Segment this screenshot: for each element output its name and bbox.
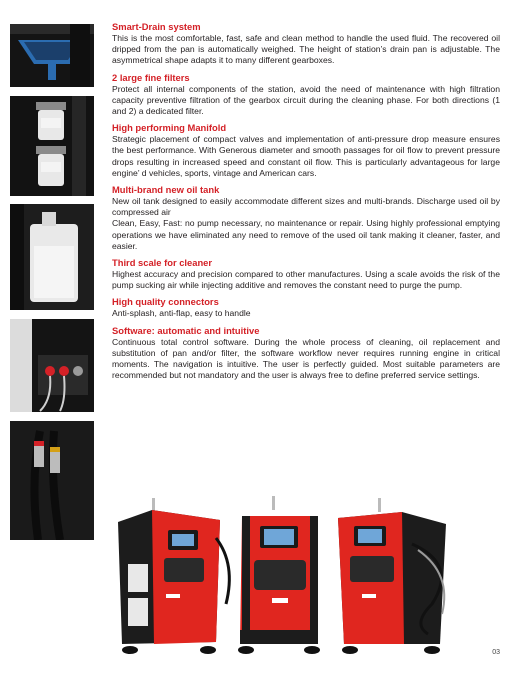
feature-description: Anti-splash, anti-flap, easy to handle [112, 308, 251, 319]
feature-oil-tank [112, 184, 500, 252]
feature-description: Continuous total control software. During the whole process of cleaning, oil replacement and substitution of pan and/or filter, the software workflow never requires running engine in critical moments. The navigation is intuitive. The user is perfectly guided. Most suitable parameters are recommended but not mandatory and the user is always free to define preferred service settings. [112, 336, 500, 381]
feature-title: High quality connectors [112, 296, 219, 308]
feature-description: This is the most comfortable, fast, safe and clean method to handle the used fluid. The recovered oil dripped from the pan is automatically weighed. The height of station’s drain pan is adjustable. The asymmetrical shape adapts it to many different gearboxes. [112, 33, 500, 66]
feature-description: Highest accuracy and precision compared to other manufactures. Using a scale avoids the risk of the pump sucking air while injecting additive and removes the constant need to purge the pump. [112, 269, 500, 291]
feature-list [112, 21, 500, 386]
connectors-photo [10, 421, 94, 540]
station-machines-image [112, 494, 462, 666]
feature-title: Multi-brand new oil tank [112, 184, 220, 196]
station-machine-center [238, 496, 320, 654]
feature-title: 2 large fine filters [112, 71, 190, 83]
feature-scale [112, 257, 500, 291]
page-number: 03 [492, 649, 500, 656]
feature-smart-drain [112, 21, 500, 67]
station-machine-left [118, 498, 229, 654]
station-machine-right [338, 498, 446, 654]
smart-drain-photo [10, 24, 94, 87]
feature-fine-filters [112, 72, 500, 118]
feature-title: Third scale for cleaner [112, 257, 213, 269]
oil-tank-photo [10, 204, 94, 310]
scale-photo [10, 319, 94, 412]
fine-filters-photo [10, 96, 94, 196]
feature-title: Smart-Drain system [112, 21, 201, 32]
feature-manifold [112, 122, 500, 179]
feature-title: Software: automatic and intuitive [112, 324, 260, 336]
feature-software [112, 325, 500, 382]
feature-description: Strategic placement of compact valves and implementation of anti-pressure drop measure ensures the best performance. With Generous diameter and smooth passages for oil flow to prevent pressure drops resulting in increased speed and constant oil flow. This is particularly advantageous for large engine’ d vehicles, sports, vintage and American cars. [112, 134, 500, 178]
feature-connectors [112, 296, 500, 319]
feature-description: Protect all internal components of the station, avoid the need of maintenance with high filtration capacity preventive filtration of the gearbox circuit during the cleaning phase. For both directions (1 and 2) a dedicated filter. [112, 83, 500, 117]
feature-title: High performing Manifold [112, 122, 227, 134]
feature-description: New oil tank designed to easily accommodate different sizes and multi-brands. Discharge used oil by compressed air Clean, Easy, Fast: no pump necessary, no maintenance or repair. Using highly professional emptying operations we have eliminated any need to remove of the used oil tank making it cleaner, faster, and easier. [112, 196, 500, 251]
